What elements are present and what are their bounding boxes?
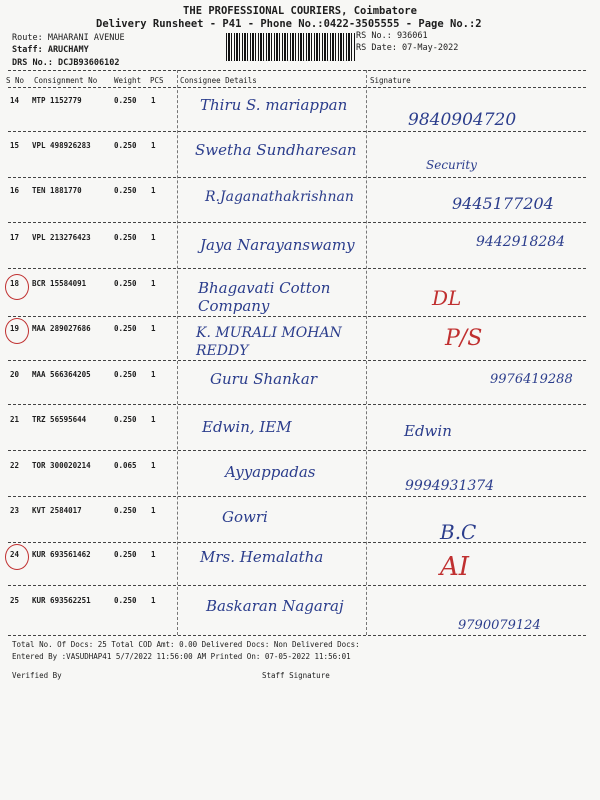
company-title: THE PROFESSIONAL COURIERS, Coimbatore <box>183 5 417 17</box>
row-signature: AI <box>440 552 470 582</box>
barcode <box>226 33 356 61</box>
row-pcs: 1 <box>151 415 156 424</box>
row-divider <box>8 635 586 636</box>
staff-label: Staff: ARUCHAMY <box>12 45 89 55</box>
row-signature: B.C <box>440 520 477 544</box>
row-consignment: MAA 566364205 <box>32 370 91 379</box>
row-pcs: 1 <box>151 279 156 288</box>
row-sno: 14 <box>10 96 20 105</box>
row-pcs: 1 <box>151 370 156 379</box>
row-consignment: KUR 693562251 <box>32 596 91 605</box>
row-consignment: KUR 693561462 <box>32 550 91 559</box>
row-pcs: 1 <box>151 506 156 515</box>
row-divider <box>8 360 586 361</box>
row-weight: 0.250 <box>114 233 137 242</box>
row-consignee: Bhagavati Cotton Company <box>198 279 331 315</box>
row-weight: 0.250 <box>114 141 137 150</box>
row-divider <box>8 496 586 497</box>
row-consignee: Baskaran Nagaraj <box>206 597 344 615</box>
col-consignment: Consignment No <box>34 76 98 85</box>
row-signature: 9790079124 <box>458 618 541 633</box>
row-weight: 0.250 <box>114 415 137 424</box>
col-sno: S No <box>6 76 25 85</box>
row-pcs: 1 <box>151 141 156 150</box>
row-sno: 15 <box>10 141 20 150</box>
row-divider <box>8 222 586 223</box>
row-pcs: 1 <box>151 550 156 559</box>
row-pcs: 1 <box>151 324 156 333</box>
row-divider <box>8 404 586 405</box>
col-signature: Signature <box>370 76 411 85</box>
signature-column-guide <box>366 70 367 635</box>
row-sno: 19 <box>10 324 20 333</box>
row-divider <box>8 542 586 543</box>
row-consignment: MTP 1152779 <box>32 96 82 105</box>
row-signature: 9994931374 <box>405 478 495 494</box>
row-signature: P/S <box>445 326 483 351</box>
rs-number: RS No.: 936061 <box>356 31 428 41</box>
row-divider <box>8 450 586 451</box>
row-consignee: R.Jaganathakrishnan <box>205 189 354 205</box>
row-consignee: K. MURALI MOHAN REDDY <box>196 325 342 359</box>
col-consignee: Consignee Details <box>180 76 257 85</box>
row-consignment: TRZ 56595644 <box>32 415 87 424</box>
row-divider <box>8 585 586 586</box>
col-weight: Weight <box>114 76 142 85</box>
row-sno: 23 <box>10 506 20 515</box>
row-divider <box>8 268 586 269</box>
row-sno: 20 <box>10 370 20 379</box>
row-sno: 22 <box>10 461 20 470</box>
row-consignee: Gowri <box>222 508 268 526</box>
row-weight: 0.250 <box>114 96 137 105</box>
row-weight: 0.250 <box>114 370 137 379</box>
row-consignee: Edwin, IEM <box>202 418 292 436</box>
row-sno: 17 <box>10 233 20 242</box>
row-weight: 0.250 <box>114 186 137 195</box>
runsheet-title: Delivery Runsheet - P41 - Phone No.:0422-3505555 - Page No.:2 <box>96 18 482 30</box>
row-divider <box>8 177 586 178</box>
row-pcs: 1 <box>151 186 156 195</box>
rs-date: RS Date: 07-May-2022 <box>356 43 459 53</box>
row-weight: 0.250 <box>114 506 137 515</box>
row-divider <box>8 316 586 317</box>
row-weight: 0.250 <box>114 324 137 333</box>
row-sno: 25 <box>10 596 20 605</box>
row-consignment: VPL 498926283 <box>32 141 91 150</box>
row-consignment: TOR 300020214 <box>32 461 91 470</box>
drs-number: DRS No.: DCJB93606102 <box>12 58 120 68</box>
verified-by-label: Verified By <box>12 671 62 680</box>
row-signature: Security <box>426 158 477 172</box>
row-consignee: Ayyappadas <box>225 463 316 481</box>
row-sno: 24 <box>10 550 20 559</box>
staff-signature-label: Staff Signature <box>262 671 330 680</box>
row-signature: 9445177204 <box>452 194 554 213</box>
row-pcs: 1 <box>151 596 156 605</box>
row-consignee: Mrs. Hemalatha <box>200 548 324 566</box>
consignee-column-guide <box>177 70 178 635</box>
row-sno: 16 <box>10 186 20 195</box>
row-signature: 9976419288 <box>490 372 573 387</box>
row-pcs: 1 <box>151 96 156 105</box>
column-divider <box>8 87 586 88</box>
row-signature: 9442918284 <box>476 234 566 250</box>
row-consignment: BCR 15584091 <box>32 279 87 288</box>
row-consignee: Guru Shankar <box>210 370 317 388</box>
row-weight: 0.250 <box>114 279 137 288</box>
row-sno: 18 <box>10 279 20 288</box>
row-divider <box>8 131 586 132</box>
totals-line: Total No. Of Docs: 25 Total COD Amt: 0.00 Delivered Docs: Non Delivered Docs: <box>12 640 360 649</box>
row-consignee: Thiru S. mariappan <box>200 96 348 114</box>
col-pcs: PCS <box>150 76 164 85</box>
row-consignee: Jaya Narayanswamy <box>200 236 355 254</box>
row-sno: 21 <box>10 415 20 424</box>
row-signature: Edwin <box>404 422 452 440</box>
row-consignment: MAA 289027686 <box>32 324 91 333</box>
row-weight: 0.250 <box>114 550 137 559</box>
row-pcs: 1 <box>151 461 156 470</box>
row-weight: 0.250 <box>114 596 137 605</box>
row-signature: DL <box>432 286 462 310</box>
row-consignee: Swetha Sundharesan <box>195 141 357 159</box>
row-signature: 9840904720 <box>408 110 517 130</box>
row-consignment: TEN 1881770 <box>32 186 82 195</box>
row-weight: 0.065 <box>114 461 137 470</box>
route-label: Route: MAHARANI AVENUE <box>12 33 125 43</box>
row-consignment: VPL 213276423 <box>32 233 91 242</box>
row-consignment: KVT 2584017 <box>32 506 82 515</box>
entered-by-line: Entered By :VASUDHAP41 5/7/2022 11:56:00 AM Printed On: 07-05-2022 11:56:01 <box>12 652 351 661</box>
header-divider <box>8 70 586 71</box>
row-pcs: 1 <box>151 233 156 242</box>
